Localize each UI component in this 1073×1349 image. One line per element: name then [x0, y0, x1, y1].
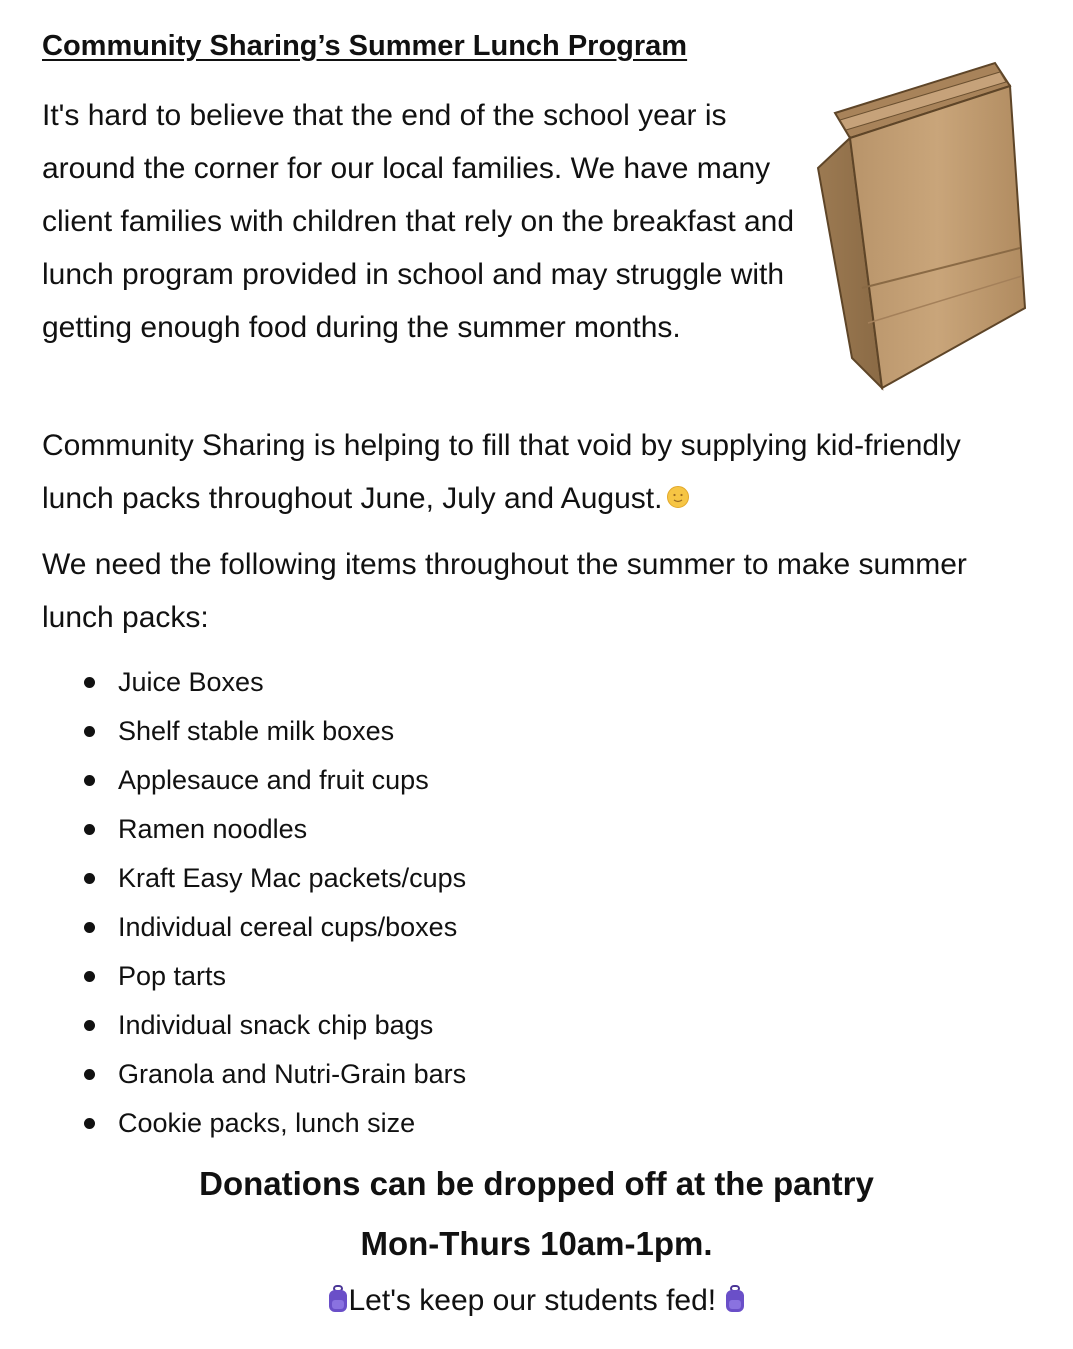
list-item-label: Cookie packs, lunch size	[118, 1108, 416, 1138]
dropoff-location: Donations can be dropped off at the pantry	[199, 1165, 874, 1202]
list-item	[78, 805, 466, 854]
list-item	[78, 658, 466, 707]
needs-paragraph: We need the following items throughout the summer to make summer lunch packs:	[42, 548, 967, 634]
closing-line	[0, 1284, 1073, 1318]
bullet-icon	[84, 775, 95, 786]
list-item-label: Granola and Nutri-Grain bars	[118, 1059, 467, 1089]
list-item	[78, 952, 466, 1001]
list-item	[78, 854, 466, 903]
bullet-icon	[84, 677, 95, 688]
intro-paragraph: It's hard to believe that the end of the school year is around the corner for our local families. We have many client families with children that rely on the breakfast and lunch program provided in school and may struggle with getting enough food during the summer months.	[42, 99, 795, 344]
program-paragraph-text: Community Sharing is helping to fill that void by supplying kid-friendly lunch packs throughout June, July and August.	[42, 429, 961, 515]
dropoff-hours: Mon-Thurs 10am-1pm.	[360, 1225, 713, 1262]
list-item	[78, 1050, 466, 1099]
list-item	[78, 707, 466, 756]
closing-text: Let's keep our students fed!	[348, 1284, 717, 1317]
bullet-icon	[84, 873, 95, 884]
list-item	[78, 1099, 466, 1148]
program-paragraph	[42, 419, 1032, 525]
list-item-label: Juice Boxes	[118, 667, 264, 697]
list-item	[78, 903, 466, 952]
backpack-icon	[327, 1285, 349, 1313]
list-item	[78, 756, 466, 805]
list-item-label: Applesauce and fruit cups	[118, 765, 429, 795]
bullet-icon	[84, 971, 95, 982]
list-item	[78, 1001, 466, 1050]
bullet-icon	[84, 824, 95, 835]
backpack-icon	[724, 1285, 746, 1313]
list-item-label: Shelf stable milk boxes	[118, 716, 395, 746]
paper-bag-icon	[810, 58, 1030, 393]
bullet-icon	[84, 922, 95, 933]
list-item-label: Individual cereal cups/boxes	[118, 912, 458, 942]
bullet-icon	[84, 1118, 95, 1129]
list-item-label: Kraft Easy Mac packets/cups	[118, 863, 467, 893]
needed-items-list	[78, 658, 466, 1148]
bullet-icon	[84, 726, 95, 737]
bullet-icon	[84, 1069, 95, 1080]
list-item-label: Individual snack chip bags	[118, 1010, 434, 1040]
bullet-icon	[84, 1020, 95, 1031]
sun-face-icon	[666, 485, 690, 509]
list-item-label: Ramen noodles	[118, 814, 308, 844]
flyer-title: Community Sharing’s Summer Lunch Program	[42, 30, 688, 62]
list-item-label: Pop tarts	[118, 961, 227, 991]
